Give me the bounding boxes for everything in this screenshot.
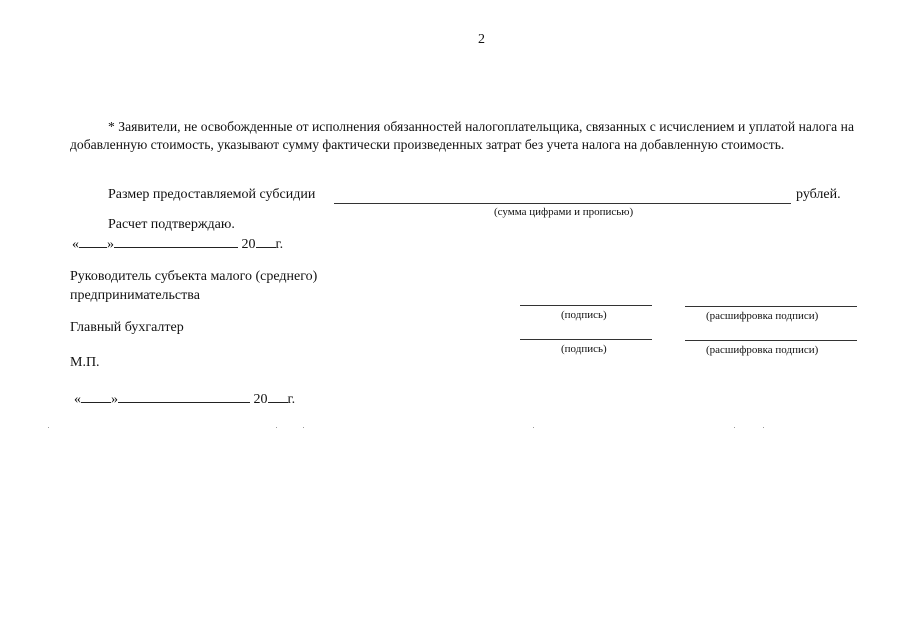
scan-speck — [734, 427, 735, 428]
confirm-month-blank — [114, 235, 238, 248]
scan-speck — [303, 427, 304, 428]
head-decoding-line — [685, 306, 857, 307]
accountant-signature-caption: (подпись) — [561, 343, 607, 355]
subsidy-amount-line — [334, 203, 791, 204]
scan-speck — [533, 427, 534, 428]
final-year-blank — [268, 390, 288, 403]
scan-speck — [763, 427, 764, 428]
head-title-line2: предпринимательства — [70, 288, 200, 303]
head-title-line1: Руководитель субъекта малого (среднего) — [70, 269, 318, 284]
subsidy-label: Размер предоставляемой субсидии — [108, 187, 316, 202]
accountant-decoding-line — [685, 340, 857, 341]
subsidy-currency: рублей. — [796, 187, 841, 202]
scan-speck — [48, 427, 49, 428]
head-decoding-caption: (расшифровка подписи) — [706, 310, 819, 322]
footnote-paragraph — [70, 118, 854, 154]
final-month-blank — [118, 390, 250, 403]
accountant-title: Главный бухгалтер — [70, 320, 184, 335]
stamp-place: М.П. — [70, 355, 100, 370]
final-date: « » 20 г. — [74, 392, 296, 407]
final-day-blank — [81, 390, 111, 403]
confirm-year-blank — [256, 235, 276, 248]
scan-speck — [276, 427, 277, 428]
footnote-text: * Заявители, не освобожденные от исполнения обязанностей налогоплательщика, связанных с исчислением и уплатой налога на добавленную стоимость, указывают сумму фактически произведенных затрат без учета налога на добавленную стоимость. — [70, 119, 854, 152]
head-signature-line — [520, 305, 652, 306]
accountant-decoding-caption: (расшифровка подписи) — [706, 344, 819, 356]
accountant-signature-line — [520, 339, 652, 340]
confirm-date: « » 20 г. — [72, 237, 284, 252]
page-number: 2 — [478, 32, 485, 47]
subsidy-caption: (сумма цифрами и прописью) — [494, 206, 634, 218]
confirm-text: Расчет подтверждаю. — [108, 217, 235, 232]
confirm-day-blank — [79, 235, 107, 248]
head-signature-caption: (подпись) — [561, 309, 607, 321]
